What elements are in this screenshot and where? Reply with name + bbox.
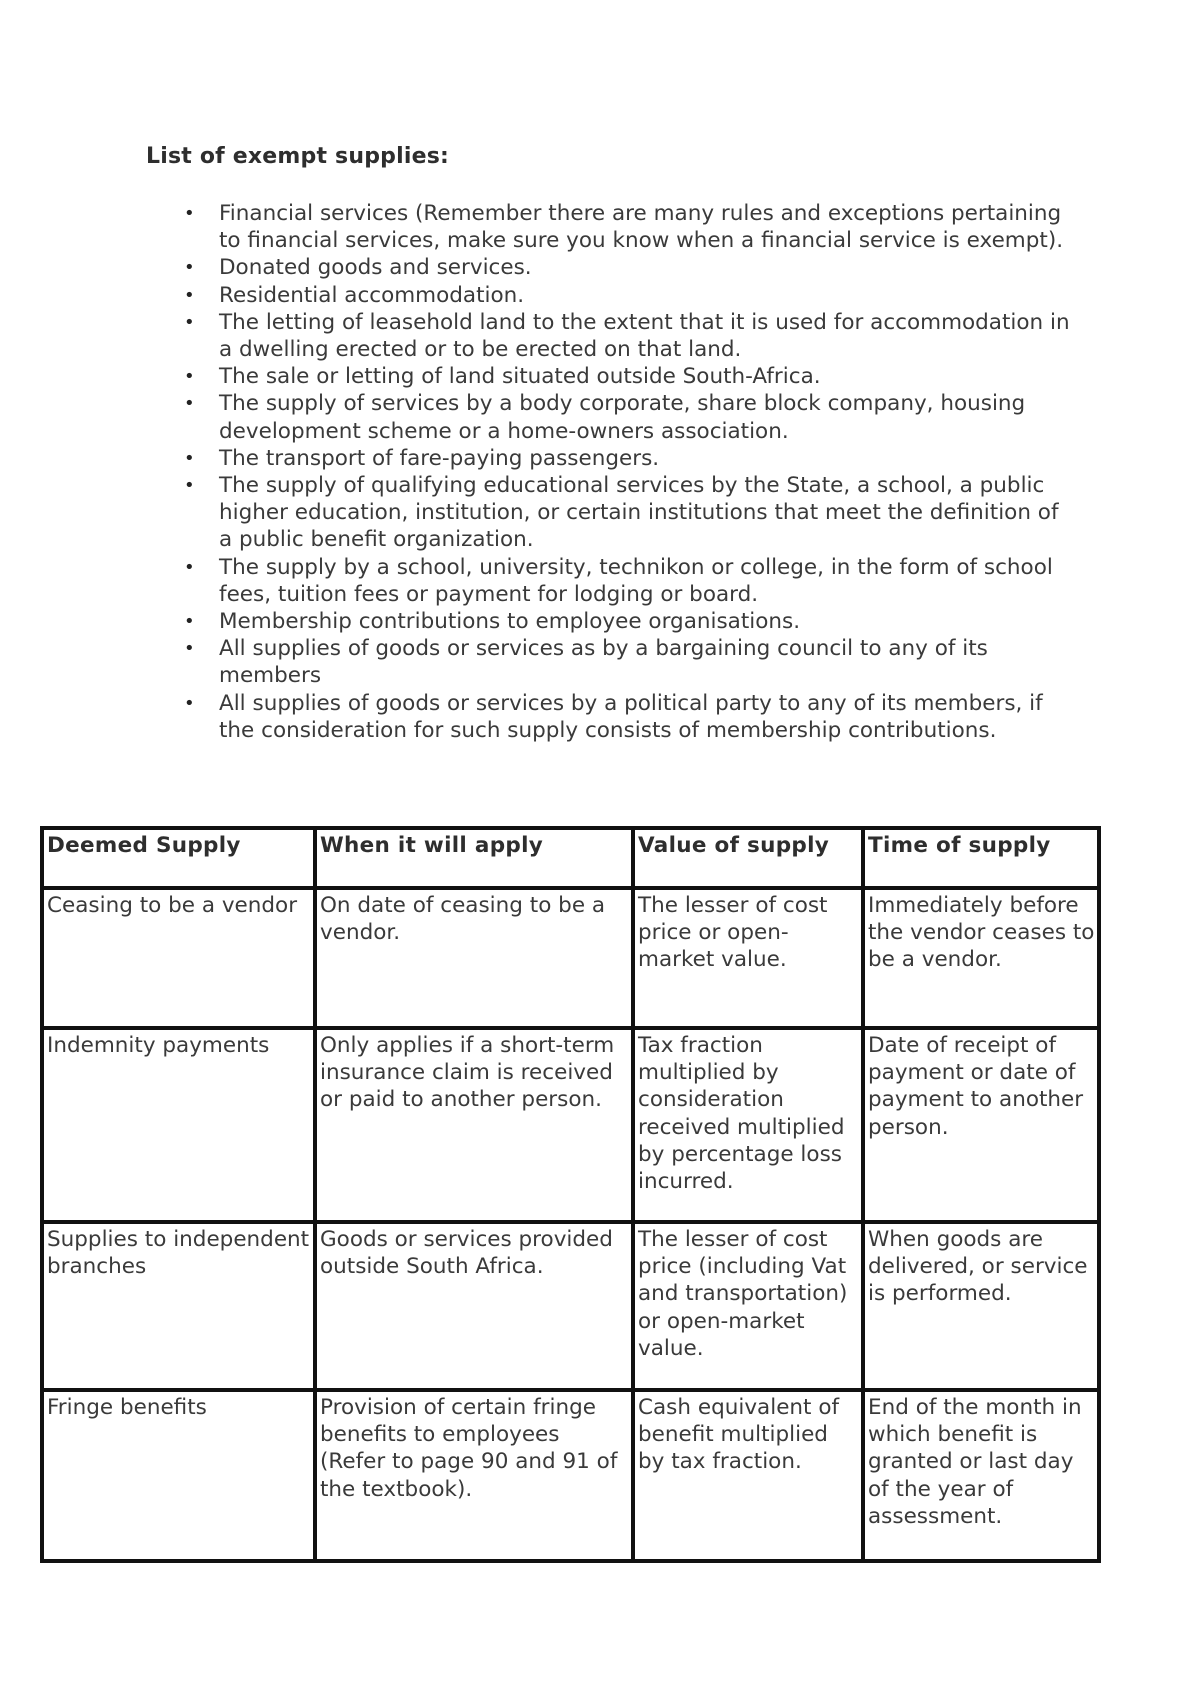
table-cell: On date of ceasing to be a vendor.	[315, 888, 633, 1028]
header-deemed-supply: Deemed Supply	[42, 828, 315, 888]
bullet-icon: •	[184, 257, 195, 279]
table-row	[42, 888, 1099, 1028]
table-cell: The lesser of cost price (including Vat and transportation) or open-market value.	[633, 1222, 863, 1390]
list-item	[146, 363, 1076, 390]
table-cell: Tax fraction multiplied by consideration received multiplied by percentage loss incurred.	[633, 1028, 863, 1222]
table-cell: Cash equivalent of benefit multiplied by tax fraction.	[633, 1390, 863, 1561]
table-row	[42, 1390, 1099, 1561]
list-item	[146, 282, 1076, 309]
table-cell: Fringe benefits	[42, 1390, 315, 1561]
bullet-icon: •	[184, 284, 195, 306]
list-item-text: The supply by a school, university, technikon or college, in the form of school fees, tuition fees or payment for lodging or board.	[219, 554, 1053, 607]
list-item	[146, 200, 1076, 254]
table-cell: Only applies if a short-term insurance claim is received or paid to another person.	[315, 1028, 633, 1222]
list-item-text: The supply of qualifying educational services by the State, a school, a public higher education, institution, or certain institutions that meet the definition of a public benefit organization.	[219, 473, 1059, 553]
bullet-icon: •	[184, 203, 195, 224]
exempt-supplies-list	[146, 200, 1076, 744]
bullet-icon: •	[184, 638, 195, 660]
list-item-text: All supplies of goods or services by a political party to any of its members, if the consideration for such supply consists of membership contributions.	[219, 690, 1043, 743]
list-item-text: Donated goods and services.	[219, 255, 532, 281]
list-item	[146, 254, 1076, 281]
list-item	[146, 309, 1076, 363]
list-item-text: Financial services (Remember there are many rules and exceptions pertaining to financial services, make sure you know when a financial service is exempt).	[219, 201, 1064, 254]
list-item-text: Residential accommodation.	[219, 282, 525, 308]
table-cell: Immediately before the vendor ceases to be a vendor.	[863, 888, 1099, 1028]
list-item	[146, 445, 1076, 472]
list-item	[146, 635, 1076, 689]
list-heading: List of exempt supplies:	[146, 144, 450, 169]
list-item-text: The letting of leasehold land to the extent that it is used for accommodation in a dwelling erected or to be erected on that land.	[219, 309, 1070, 363]
table-cell: Date of receipt of payment or date of payment to another person.	[863, 1028, 1099, 1222]
table-cell: Provision of certain fringe benefits to employees (Refer to page 90 and 91 of the textbook).	[315, 1390, 633, 1561]
header-when-it-will-apply: When it will apply	[315, 828, 633, 888]
deemed-supply-table	[40, 826, 1101, 1563]
list-item	[146, 690, 1076, 744]
list-item-text: The supply of services by a body corporate, share block company, housing development scheme or a home-owners association.	[219, 391, 1026, 444]
list-item-text: All supplies of goods or services as by a bargaining council to any of its members	[219, 636, 988, 689]
bullet-icon: •	[184, 692, 195, 714]
table-cell: When goods are delivered, or service is performed.	[863, 1222, 1099, 1390]
bullet-icon: •	[184, 556, 195, 578]
table-cell: Ceasing to be a vendor	[42, 888, 315, 1028]
list-item	[146, 554, 1076, 608]
table-cell: The lesser of cost price or open-market value.	[633, 888, 863, 1028]
table-cell: Supplies to independent branches	[42, 1222, 315, 1390]
list-item	[146, 608, 1076, 635]
header-time-of-supply: Time of supply	[863, 828, 1099, 888]
list-item	[146, 472, 1076, 554]
bullet-icon: •	[184, 393, 195, 415]
table-header-row	[42, 828, 1099, 888]
bullet-icon: •	[184, 475, 195, 497]
table-cell: End of the month in which benefit is granted or last day of the year of assessment.	[863, 1390, 1099, 1561]
list-item-text: The sale or letting of land situated outside South-Africa.	[219, 364, 821, 390]
list-item-text: The transport of fare-paying passengers.	[219, 445, 660, 471]
list-item	[146, 390, 1076, 444]
bullet-icon: •	[184, 611, 195, 633]
bullet-icon: •	[184, 311, 195, 333]
table-cell: Goods or services provided outside South Africa.	[315, 1222, 633, 1390]
table-cell: Indemnity payments	[42, 1028, 315, 1222]
list-item-text: Membership contributions to employee organisations.	[219, 609, 801, 635]
table-row	[42, 1028, 1099, 1222]
bullet-icon: •	[184, 447, 195, 469]
header-value-of-supply: Value of supply	[633, 828, 863, 888]
bullet-icon: •	[184, 366, 195, 388]
table-row	[42, 1222, 1099, 1390]
